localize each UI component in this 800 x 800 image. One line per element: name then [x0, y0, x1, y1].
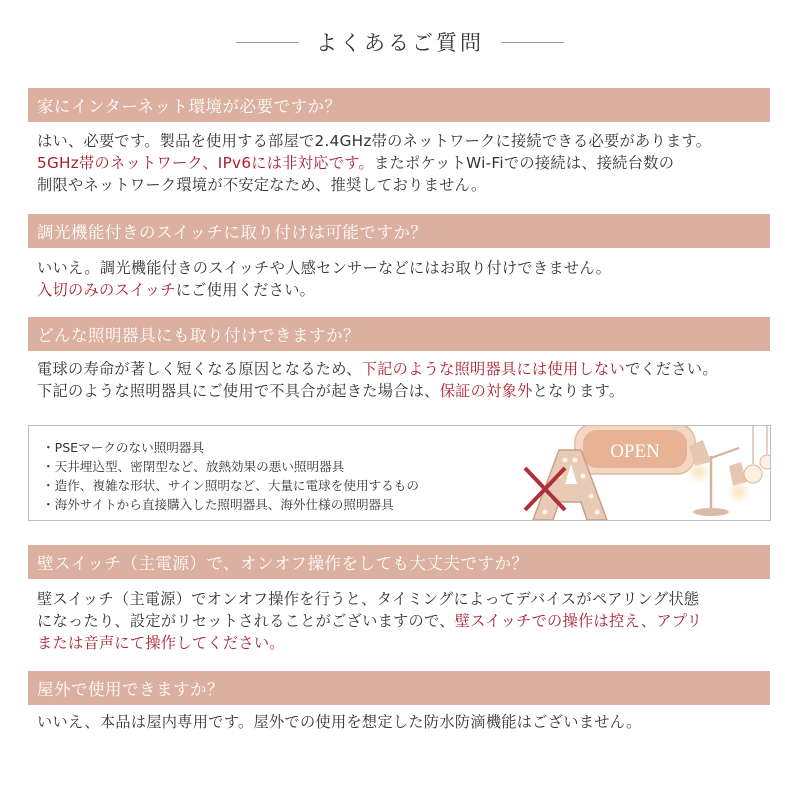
answer-line — [37, 257, 777, 279]
unsupported-fixtures-box — [28, 425, 771, 521]
answer-text: いいえ。調光機能付きのスイッチや人感センサーなどにはお取り付けできません。 — [37, 259, 612, 277]
answer-line — [37, 279, 777, 301]
page-title: よくあるご質問 — [316, 31, 484, 55]
answer-line — [37, 588, 777, 610]
faq-question-wall-switch: 壁スイッチ（主電源）で、オンオフ操作をしても大丈夫ですか？ — [28, 545, 770, 579]
answer-text: はい、必要です。製品を使用する部屋で2.4GHz帯のネットワークに接続できる必要があります。 — [37, 132, 712, 150]
answer-text: 電球の寿命が著しく短くなる原因となるため、 — [37, 360, 362, 378]
header-divider-right — [502, 42, 564, 43]
open-sign-icon — [575, 426, 695, 474]
answer-emphasis-text: 壁スイッチでの操作は控え、アプリ — [454, 612, 703, 630]
answer-emphasis-text: 下記のような照明器具には使用しない — [361, 360, 625, 378]
list-item: ・PSEマークのない照明器具 — [42, 440, 205, 455]
page-header — [0, 22, 800, 62]
answer-line — [37, 174, 777, 196]
header-divider-left — [236, 42, 298, 43]
faq-answer-wall-switch — [37, 588, 777, 654]
answer-text: またポケットWi-Fiでの接続は、接続台数の — [373, 154, 675, 172]
answer-line — [37, 358, 777, 380]
answer-text: となります。 — [532, 382, 625, 400]
faq-question-internet: 家にインターネット環境が必要ですか？ — [28, 88, 770, 122]
answer-emphasis-text: 5GHz帯のネットワーク、IPv6には非対応です。 — [37, 154, 374, 172]
answer-line — [37, 632, 777, 654]
answer-text: 下記のような照明器具にご使用で不具合が起きた場合は、 — [37, 382, 440, 400]
pendant-bulb-icon — [744, 426, 771, 483]
answer-text: でください。 — [624, 360, 718, 378]
list-item: ・天井埋込型、密閉型など、放熱効果の悪い照明器具 — [42, 459, 345, 474]
faq-answer-internet — [37, 130, 777, 196]
open-sign-text: OPEN — [610, 441, 660, 462]
answer-text: 壁スイッチ（主電源）でオンオフ操作を行うと、タイミングによってデバイスがペアリング状態 — [37, 590, 700, 608]
list-item: ・造作、複雑な形状、サイン照明など、大量に電球を使用するもの — [42, 478, 419, 493]
answer-line — [37, 380, 777, 402]
faq-question-outdoor: 屋外で使用できますか？ — [28, 671, 770, 705]
answer-line — [37, 610, 777, 632]
floor-lamp-icon — [687, 440, 751, 516]
answer-line — [37, 152, 777, 174]
answer-line — [37, 130, 777, 152]
answer-emphasis-text: 入切のみのスイッチ — [37, 281, 176, 299]
answer-text: にご使用ください。 — [175, 281, 316, 299]
faq-question-dimmer: 調光機能付きのスイッチに取り付けは可能ですか？ — [28, 214, 770, 248]
faq-answer-fixtures — [37, 358, 777, 402]
list-item: ・海外サイトから直接購入した照明器具、海外仕様の照明器具 — [42, 497, 394, 512]
answer-text: になったり、設定がリセットされることがございますので、 — [37, 612, 455, 630]
answer-emphasis-text: または音声にて操作してください。 — [37, 634, 285, 652]
faq-question-fixtures: どんな照明器具にも取り付けできますか？ — [28, 317, 770, 351]
answer-emphasis-text: 保証の対象外 — [439, 382, 533, 400]
answer-line — [37, 711, 777, 733]
faq-answer-outdoor — [37, 711, 777, 733]
fixtures-illustration — [489, 426, 771, 520]
answer-text: いいえ、本品は屋内専用です。屋外での使用を想定した防水防滴機能はございません。 — [37, 713, 642, 731]
faq-answer-dimmer — [37, 257, 777, 301]
answer-text: 制限やネットワーク環境が不安定なため、推奨しておりません。 — [37, 176, 487, 194]
